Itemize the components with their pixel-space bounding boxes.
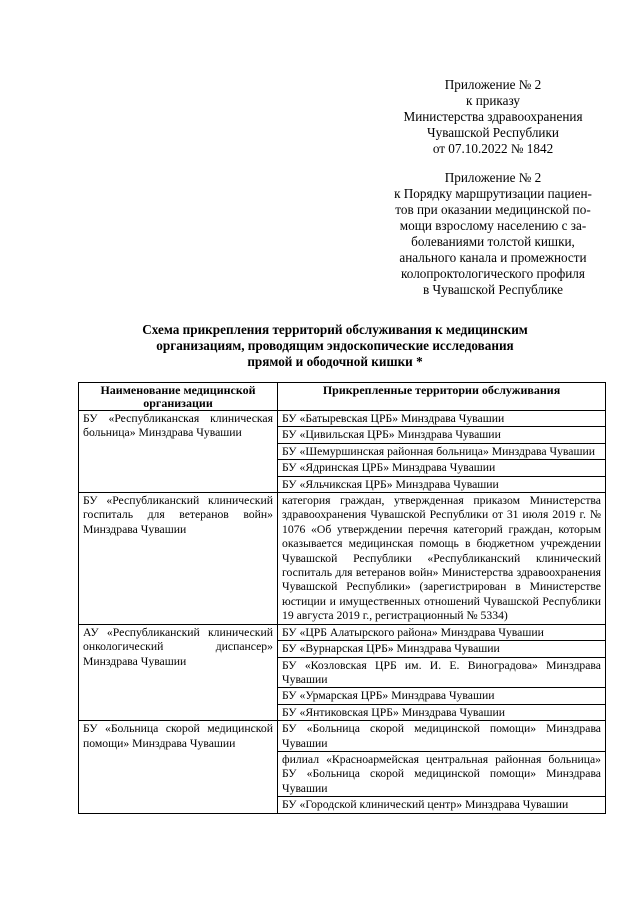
title-line: прямой и ободочной кишки * bbox=[247, 354, 423, 369]
header-line: к приказу bbox=[466, 93, 520, 108]
header-line: от 07.10.2022 № 1842 bbox=[432, 141, 554, 156]
territory-cell: БУ «Шемуршинская районная больница» Минздрава Чувашии bbox=[278, 443, 606, 459]
table-row bbox=[79, 493, 606, 625]
header-line: Чувашской Республики bbox=[427, 125, 559, 140]
document-title bbox=[100, 322, 570, 370]
header-line: в Чувашской Республике bbox=[423, 282, 563, 297]
organization-cell: БУ «Республиканский клинический госпиталь для ветеранов войн» Минздрава Чувашии bbox=[79, 493, 278, 625]
organization-cell: БУ «Республиканская клиническая больница» Минздрава Чувашии bbox=[79, 411, 278, 493]
header-line: болеваниями толстой кишки, bbox=[411, 234, 575, 249]
table-row bbox=[79, 624, 606, 640]
header-line: Приложение № 2 bbox=[444, 170, 542, 185]
territory-cell: БУ «Больница скорой медицинской помощи» Минздрава Чувашии bbox=[278, 721, 606, 752]
territory-cell: БУ «ЦРБ Алатырского района» Минздрава Чувашии bbox=[278, 624, 606, 640]
territory-cell: БУ «Вурнарская ЦРБ» Минздрава Чувашии bbox=[278, 641, 606, 657]
title-line: организациям, проводящим эндоскопические исследования bbox=[156, 338, 514, 353]
procedure-appendix-header bbox=[373, 170, 613, 298]
territory-cell: БУ «Ядринская ЦРБ» Минздрава Чувашии bbox=[278, 460, 606, 476]
header-line: мощи взрослому населению с за- bbox=[399, 218, 587, 233]
territory-cell: БУ «Урмарская ЦРБ» Минздрава Чувашии bbox=[278, 688, 606, 704]
table-row bbox=[79, 721, 606, 752]
territory-cell: БУ «Цивильская ЦРБ» Минздрава Чувашии bbox=[278, 427, 606, 443]
territory-cell: БУ «Городской клинический центр» Минздрава Чувашии bbox=[278, 797, 606, 813]
table-header-row bbox=[79, 383, 606, 411]
header-line: колопроктологического профиля bbox=[401, 266, 585, 281]
order-appendix-header bbox=[373, 77, 613, 157]
column-header-territories: Прикрепленные территории обслуживания bbox=[278, 383, 606, 411]
header-line: анального канала и промежности bbox=[399, 250, 587, 265]
territory-cell: БУ «Яльчикская ЦРБ» Минздрава Чувашии bbox=[278, 476, 606, 492]
header-line: тов при оказании медицинской по- bbox=[395, 202, 591, 217]
header-line: к Порядку маршрутизации пациен- bbox=[394, 186, 592, 201]
title-line: Схема прикрепления территорий обслуживания к медицинским bbox=[142, 322, 528, 337]
organization-cell: БУ «Больница скорой медицинской помощи» Минздрава Чувашии bbox=[79, 721, 278, 813]
territory-cell: БУ «Козловская ЦРБ им. И. Е. Виноградова» Минздрава Чувашии bbox=[278, 657, 606, 688]
column-header-organization: Наименование медицинской организации bbox=[79, 383, 278, 411]
header-line: Министерства здравоохранения bbox=[403, 109, 583, 124]
organization-cell: АУ «Республиканский клинический онкологический диспансер» Минздрава Чувашии bbox=[79, 624, 278, 720]
table-row bbox=[79, 411, 606, 427]
header-line: Приложение № 2 bbox=[444, 77, 542, 92]
territory-cell: БУ «Янтиковская ЦРБ» Минздрава Чувашии bbox=[278, 704, 606, 720]
attachment-table bbox=[78, 382, 606, 814]
territory-cell: филиал «Красноармейская центральная районная больница» БУ «Больница скорой медицинской помощи» Минздрава Чувашии bbox=[278, 751, 606, 796]
territory-cell: БУ «Батыревская ЦРБ» Минздрава Чувашии bbox=[278, 411, 606, 427]
territory-cell: категория граждан, утвержденная приказом Министерства здравоохранения Чувашской Республики от 31 июля 2019 г. № 1076 «Об утверждении перечня категорий граждан, которым оказывается медицинская помощь в бюджетном учреждении Чувашской Республики «Республиканский клинический госпиталь для ветеранов войн» Министерства здравоохранения Чувашской Республики» (зарегистрирован в Министерстве юстиции и имущественных отношений Чувашской Республики 19 августа 2019 г., регистрационный № 5334) bbox=[278, 493, 606, 625]
